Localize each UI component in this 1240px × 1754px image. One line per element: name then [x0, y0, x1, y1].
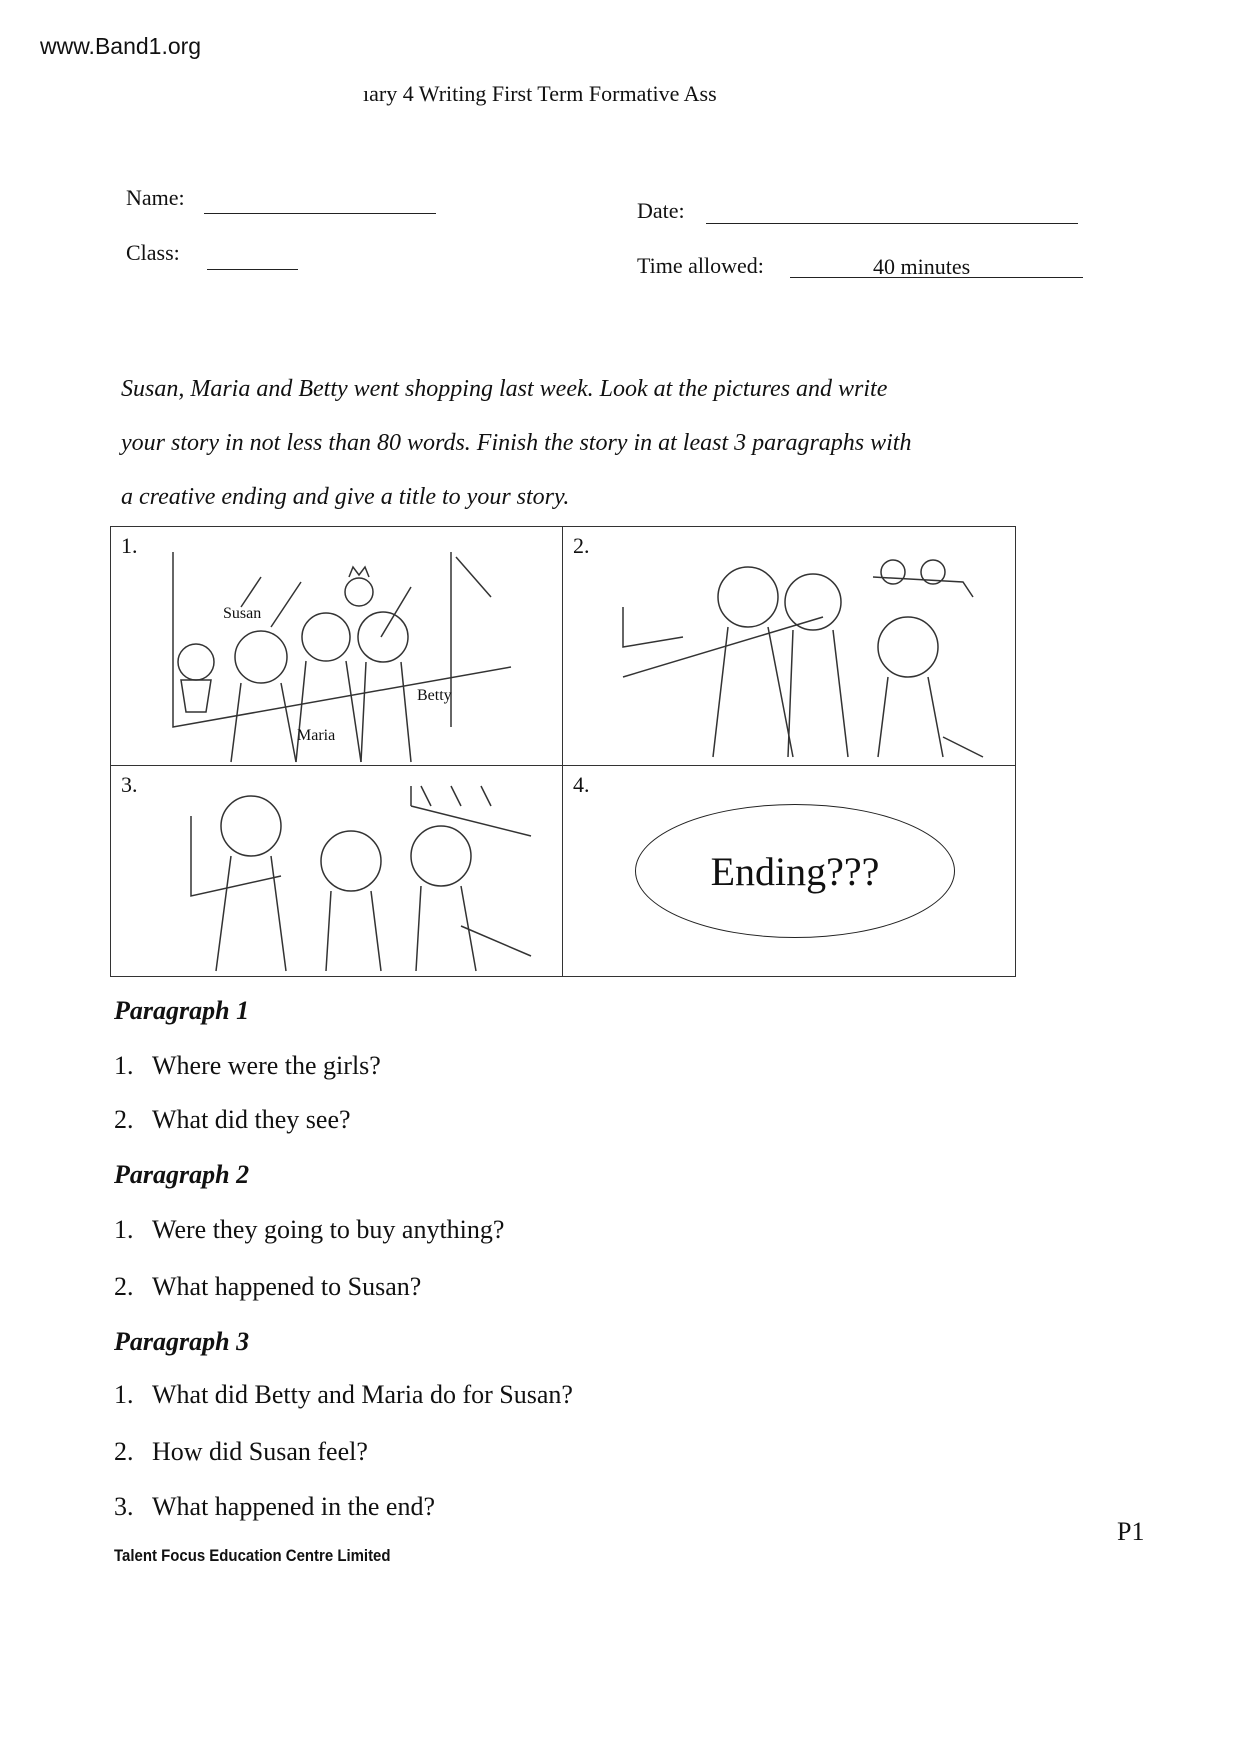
- question: 2. What did they see?: [114, 1105, 351, 1134]
- panel-number: 1.: [121, 533, 138, 558]
- page-header: ıary 4 Writing First Term Formative Ass: [363, 81, 717, 106]
- panel-4: [563, 766, 1015, 976]
- class-field[interactable]: [207, 269, 298, 270]
- instruction-line: Susan, Maria and Betty went shopping last week. Look at the pictures and write: [121, 376, 888, 402]
- paragraph-2-title: Paragraph 2: [114, 1160, 250, 1189]
- panel-number: 2.: [573, 533, 590, 558]
- class-label: Class:: [126, 240, 180, 265]
- shop-scene-illustration: [111, 527, 563, 766]
- name-field[interactable]: [204, 213, 436, 214]
- label-betty: Betty: [417, 687, 452, 704]
- panel-2: [563, 527, 1015, 766]
- shop-scene-illustration: [563, 527, 1015, 766]
- instruction-line: a creative ending and give a title to your story.: [121, 484, 570, 510]
- question: 1. What did Betty and Maria do for Susan?: [114, 1380, 573, 1409]
- paragraph-3-title: Paragraph 3: [114, 1327, 250, 1356]
- date-field[interactable]: [706, 223, 1078, 224]
- panel-number: 4.: [573, 772, 590, 797]
- label-maria: Maria: [297, 727, 336, 744]
- question: 1. Were they going to buy anything?: [114, 1215, 505, 1244]
- picture-grid: [110, 526, 1016, 977]
- paragraph-1-title: Paragraph 1: [114, 996, 250, 1025]
- panel-3: [111, 766, 563, 976]
- question: 2. How did Susan feel?: [114, 1437, 368, 1466]
- question: 1. Where were the girls?: [114, 1051, 381, 1080]
- footer-company: Talent Focus Education Centre Limited: [114, 1546, 391, 1565]
- name-label: Name:: [126, 185, 185, 210]
- time-label: Time allowed:: [637, 253, 764, 278]
- ending-oval: [635, 804, 955, 938]
- instruction-line: your story in not less than 80 words. Finish the story in at least 3 paragraphs with: [121, 430, 912, 456]
- question: 2. What happened to Susan?: [114, 1272, 422, 1301]
- label-susan: Susan: [223, 605, 262, 622]
- ending-text: Ending???: [710, 848, 880, 894]
- panel-number: 3.: [121, 772, 138, 797]
- page-number: P1: [1117, 1517, 1145, 1546]
- watermark: www.Band1.org: [40, 33, 202, 59]
- panel-1: [111, 527, 563, 766]
- date-label: Date:: [637, 198, 685, 223]
- time-value: 40 minutes: [873, 254, 971, 279]
- question: 3. What happened in the end?: [114, 1492, 435, 1521]
- shop-scene-illustration: [111, 766, 563, 976]
